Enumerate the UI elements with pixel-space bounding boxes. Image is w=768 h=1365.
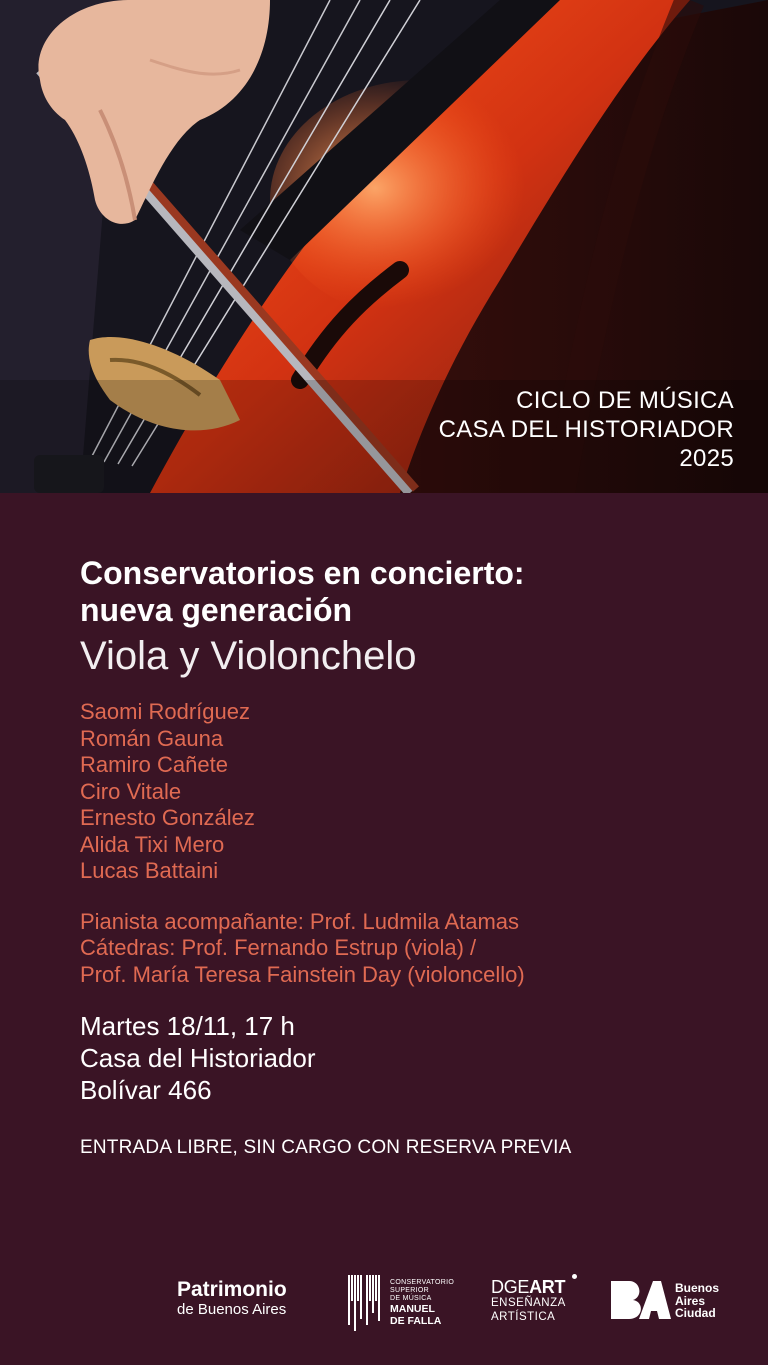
ba-logo-line: Ciudad xyxy=(675,1306,716,1320)
patrimonio-logo-line: Patrimonio xyxy=(177,1278,287,1301)
event-info xyxy=(80,555,730,1160)
credit-line: Prof. María Teresa Fainstein Day (violoncello) xyxy=(80,961,525,987)
event-venue: Casa del Historiador xyxy=(80,1043,316,1073)
credits xyxy=(80,909,730,989)
patrimonio-logo xyxy=(177,1279,287,1319)
dgeart-logo xyxy=(491,1277,566,1324)
ba-logo-text xyxy=(675,1282,719,1320)
dgeart-logo-line: ENSEÑANZA xyxy=(491,1297,566,1309)
falla-logo-line: SUPERIOR xyxy=(390,1287,429,1294)
dgeart-prefix: DGE xyxy=(491,1277,530,1297)
hero-photo xyxy=(0,0,768,493)
performer-name: Ramiro Cañete xyxy=(80,752,228,777)
sponsor-logos xyxy=(0,1270,768,1340)
event-details xyxy=(80,1010,730,1106)
performer-name: Lucas Battaini xyxy=(80,858,219,883)
dgeart-logo-line: ARTÍSTICA xyxy=(491,1310,556,1323)
patrimonio-logo-line: de Buenos Aires xyxy=(177,1301,287,1318)
credit-line: Cátedras: Prof. Fernando Estrup (viola) / xyxy=(80,935,477,960)
falla-logo-line: CONSERVATORIO xyxy=(390,1279,455,1286)
ba-logo-line: Buenos xyxy=(675,1281,720,1295)
dgeart-bold: ART xyxy=(529,1277,566,1297)
piano-keys-icon xyxy=(347,1275,383,1331)
falla-logo-line: MANUEL xyxy=(390,1303,435,1315)
dgeart-logo-wordmark xyxy=(491,1277,566,1297)
ba-logo-line: Aires xyxy=(675,1293,706,1308)
dgeart-dot xyxy=(572,1274,577,1279)
falla-logo-line: DE FALLA xyxy=(390,1315,442,1327)
performer-name: Román Gauna xyxy=(80,725,224,751)
event-date: Martes 18/11, 17 h xyxy=(80,1011,295,1041)
ba-mark-icon xyxy=(609,1279,671,1321)
series-year: 2025 xyxy=(679,445,734,472)
series-line: CICLO DE MÚSICA xyxy=(516,387,734,414)
event-subtitle: Viola y Violonchelo xyxy=(80,634,417,678)
falla-logo-line: DE MÚSICA xyxy=(390,1295,432,1302)
manuel-de-falla-logo xyxy=(347,1275,457,1331)
performer-name: Ciro Vitale xyxy=(80,778,182,804)
admission-note: ENTRADA LIBRE, SIN CARGO CON RESERVA PREVIA xyxy=(80,1137,572,1158)
performer-name: Saomi Rodríguez xyxy=(80,699,250,724)
performer-name: Ernesto González xyxy=(80,805,255,830)
performer-name: Alida Tixi Mero xyxy=(80,831,225,857)
series-line: CASA DEL HISTORIADOR xyxy=(438,416,734,443)
event-title xyxy=(80,555,730,629)
event-title-line: nueva generación xyxy=(80,592,353,628)
credit-line: Pianista acompañante: Prof. Ludmila Atamas xyxy=(80,908,520,934)
performer-list xyxy=(80,699,730,885)
event-title-line: Conservatorios en concierto: xyxy=(80,555,525,591)
falla-logo-text xyxy=(390,1279,454,1327)
event-address: Bolívar 466 xyxy=(80,1075,212,1105)
series-title xyxy=(439,386,734,473)
